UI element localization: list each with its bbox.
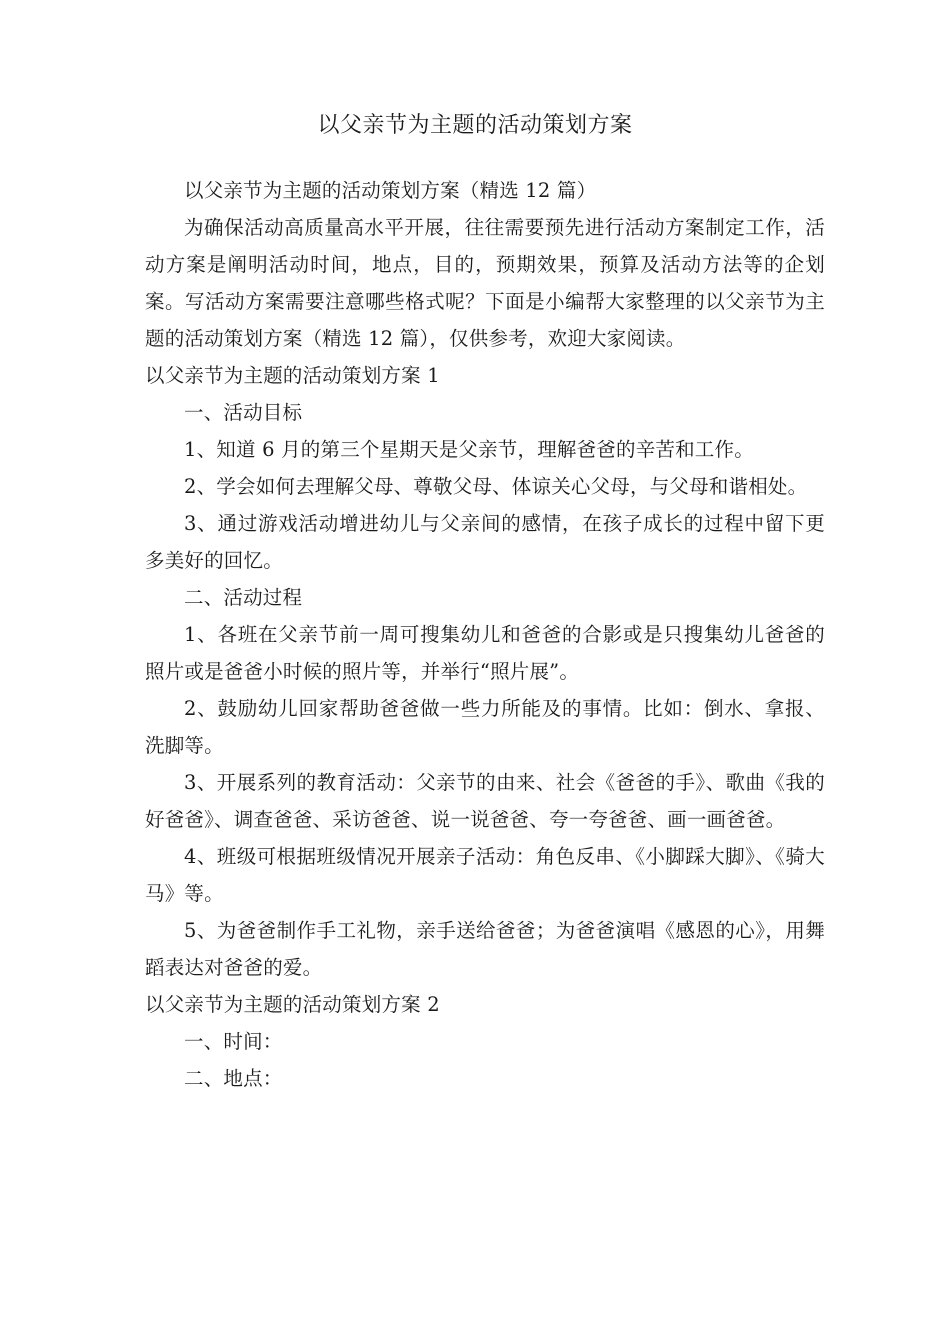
process-item-5: 5、为爸爸制作手工礼物，亲手送给爸爸；为爸爸演唱《感恩的心》，用舞蹈表达对爸爸的爱。 [145, 919, 825, 979]
subtitle-paragraph: 以父亲节为主题的活动策划方案（精选 12 篇） [184, 179, 597, 202]
subheading-activity-goals: 一、活动目标 [184, 401, 303, 424]
goal-item-2: 2、学会如何去理解父母、尊敬父母、体谅关心父母，与父母和谐相处。 [184, 475, 808, 498]
goal-item-3: 3、通过游戏活动增进幼儿与父亲间的感情，在孩子成长的过程中留下更多美好的回忆。 [145, 512, 825, 572]
subheading-activity-process: 二、活动过程 [184, 586, 303, 609]
process-item-3: 3、开展系列的教育活动：父亲节的由来、社会《爸爸的手》、歌曲《我的好爸爸》、调查爸爸、采访爸爸、说一说爸爸、夸一夸爸爸、画一画爸爸。 [145, 771, 825, 831]
process-item-1: 1、各班在父亲节前一周可搜集幼儿和爸爸的合影或是只搜集幼儿爸爸的照片或是爸爸小时候的照片等，并举行“照片展”。 [145, 623, 825, 683]
document-title: 以父亲节为主题的活动策划方案 [317, 113, 633, 138]
intro-paragraph: 为确保活动高质量高水平开展，往往需要预先进行活动方案制定工作，活动方案是阐明活动时间，地点，目的，预期效果，预算及活动方法等的企划案。写活动方案需要注意哪些格式呢？下面是小编帮大家整理的以父亲节为主题的活动策划方案（精选 12 篇），仅供参考，欢迎大家阅读。 [145, 216, 825, 350]
goal-item-1: 1、知道 6 月的第三个星期天是父亲节，理解爸爸的辛苦和工作。 [184, 438, 754, 461]
process-item-2: 2、鼓励幼儿回家帮助爸爸做一些力所能及的事情。比如：倒水、拿报、洗脚等。 [145, 697, 825, 757]
field-location: 二、地点： [184, 1067, 283, 1090]
document-body [145, 172, 825, 1097]
section-heading-1: 以父亲节为主题的活动策划方案 1 [145, 364, 440, 387]
section-heading-2: 以父亲节为主题的活动策划方案 2 [145, 993, 440, 1016]
field-time: 一、时间： [184, 1030, 283, 1053]
process-item-4: 4、班级可根据班级情况开展亲子活动：角色反串、《小脚踩大脚》、《骑大马》等。 [145, 845, 825, 905]
